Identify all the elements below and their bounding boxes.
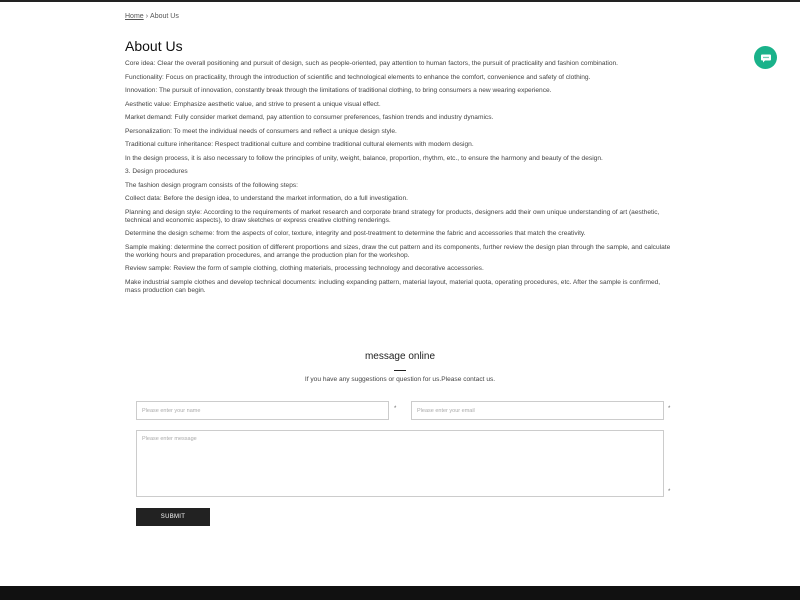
name-input[interactable] <box>136 401 389 420</box>
top-border <box>0 0 800 2</box>
required-marker: * <box>394 406 397 412</box>
content-paragraph: Core idea: Clear the overall positioning and pursuit of design, such as people-oriented, pay attention to human factors, the pursuit of practicality and fashion combination. <box>125 60 618 67</box>
content-paragraph: Personalization: To meet the individual needs of consumers and reflect a unique design style. <box>125 127 397 135</box>
required-marker: * <box>668 406 671 412</box>
message-textarea[interactable] <box>136 430 664 497</box>
page-title: About Us <box>125 38 183 54</box>
content-paragraph: Review sample: Review the form of sample clothing, clothing materials, processing technology and decorative accessories. <box>125 265 484 272</box>
content-paragraph: Market demand: Fully consider market demand, pay attention to consumer preferences, fashion trends and industry dynamics. <box>125 114 494 121</box>
content-paragraph: Innovation: The pursuit of innovation, constantly break through the limitations of traditional clothing, to bring consumers a new wearing experience. <box>125 87 552 94</box>
chat-widget-button[interactable] <box>754 46 777 69</box>
content-paragraph: Make industrial sample clothes and develop technical documents: including expanding pattern, material layout, material quota, operating procedures, etc. After the sample is confirmed, mass production can begin. <box>125 278 661 294</box>
content-paragraph: The fashion design program consists of the following steps: <box>125 181 298 189</box>
message-section-subtitle: If you have any suggestions or question for us.Please contact us. <box>304 376 496 383</box>
breadcrumb-current: About Us <box>150 13 179 20</box>
chat-bubble-icon <box>760 52 772 64</box>
footer-bar <box>0 586 800 600</box>
content-paragraph: In the design process, it is also necessary to follow the principles of unity, weight, balance, proportion, rhythm, etc., to ensure the harmony and beauty of the design. <box>125 154 603 162</box>
breadcrumb <box>125 13 179 20</box>
content-paragraph: Determine the design scheme: from the aspects of color, texture, integrity and post-treatment to determine the fabric and accessories that match the creativity. <box>125 230 586 237</box>
about-content <box>125 60 677 300</box>
message-section-title: message online <box>364 351 436 362</box>
content-paragraph: Sample making: determine the correct position of different proportions and sizes, draw the cut pattern and its components, further review the design plan through the sample, and calculate the working hours and preparation procedures, and arrange the production plan for the workshop. <box>125 243 671 259</box>
content-paragraph: Collect data: Before the design idea, to understand the market information, do a full investigation. <box>125 195 408 202</box>
title-underline <box>394 370 406 371</box>
content-paragraph: Planning and design style: According to the requirements of market research and corporate brand strategy for products, designers add their own unique understanding of art (aesthetic, technical and economic aspects), to draw sketches or express creative clothing renderings. <box>125 208 660 224</box>
content-paragraph: Aesthetic value: Emphasize aesthetic value, and strive to present a unique visual effect. <box>125 100 381 108</box>
required-marker: * <box>668 489 671 495</box>
section-heading: 3. Design procedures <box>125 168 188 175</box>
email-input[interactable] <box>411 401 664 420</box>
submit-button[interactable]: SUBMIT <box>136 508 210 526</box>
breadcrumb-separator: › <box>145 13 149 20</box>
content-paragraph: Functionality: Focus on practicality, through the introduction of scientific and technological elements to enhance the comfort, convenience and safety of clothing. <box>125 73 591 81</box>
breadcrumb-home-link[interactable]: Home <box>125 13 144 20</box>
content-paragraph: Traditional culture inheritance: Respect traditional culture and combine traditional cultural elements with modern design. <box>125 141 474 148</box>
